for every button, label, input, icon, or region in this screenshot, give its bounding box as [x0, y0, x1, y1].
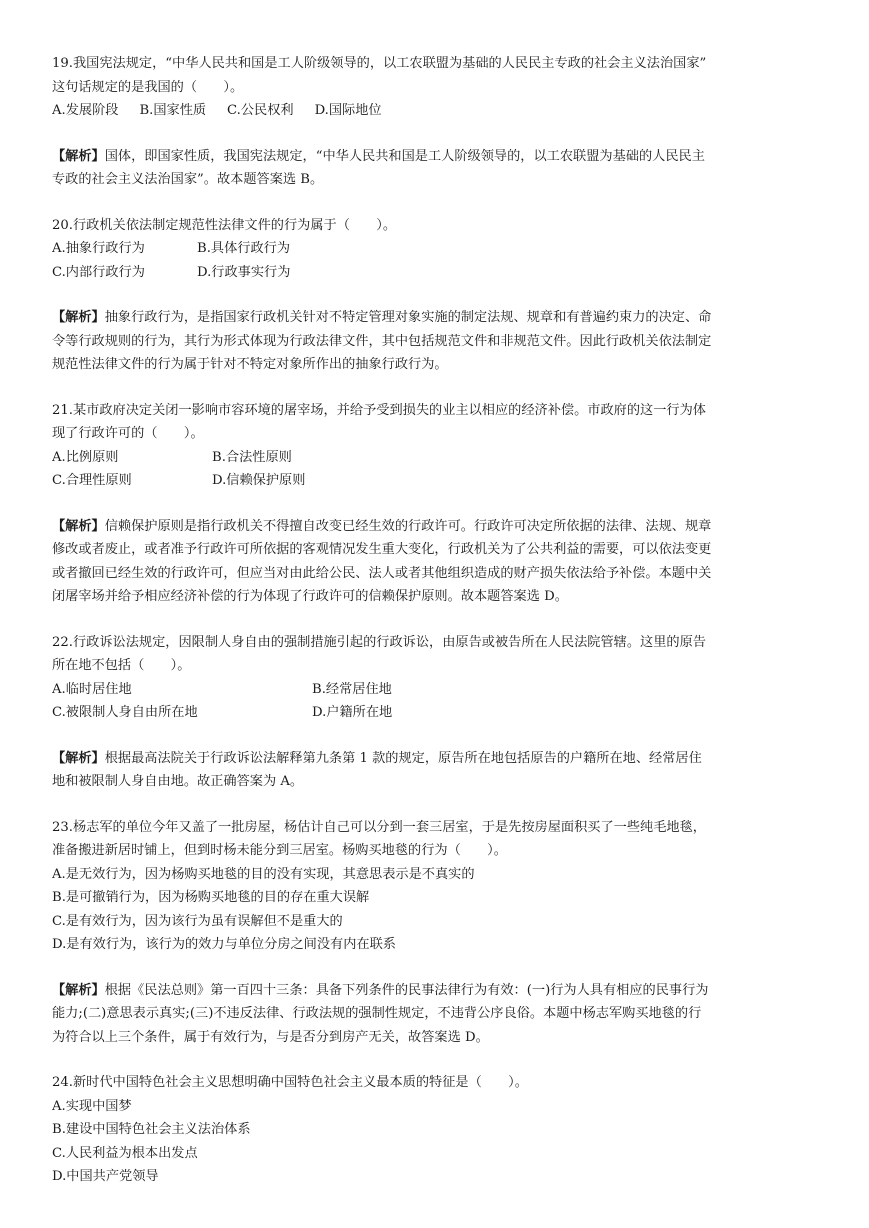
analysis-tag: 【解析】 [52, 148, 105, 164]
analysis-22 [52, 747, 822, 794]
analysis-line: 根据最高法院关于行政诉讼法解释第九条第 1 款的规定，原告所在地包括原告的户籍所在地、经常居住 [104, 750, 702, 766]
option-c: C.内部行政行为 [52, 264, 145, 280]
option-d: D.国际地位 [314, 103, 382, 118]
option-c: C.合理性原则 [52, 473, 132, 488]
question-options [52, 678, 822, 702]
option-a: A.是无效行为，因为杨购买地毯的目的没有实现，其意思表示是不真实的 [52, 866, 475, 882]
question-stem-line: 准备搬进新居时铺上，但到时杨未能分到三居室。杨购买地毯的行为（ ）。 [52, 843, 507, 858]
analysis-tag: 【解析】 [52, 750, 105, 766]
question-22 [52, 631, 822, 725]
question-stem-line: 21.某市政府决定关闭一影响市容环境的屠宰场，并给予受到损失的业主以相应的经济补偿。市政府的这一行为体 [52, 402, 706, 418]
question-stem-line: 这句话规定的是我国的（ ）。 [52, 79, 244, 95]
analysis-21 [52, 515, 822, 609]
question-options [52, 261, 822, 285]
analysis-line: 闭屠宰场并给予相应经济补偿的行为体现了行政许可的信赖保护原则。故本题答案选 D。 [52, 589, 568, 604]
analysis-23 [52, 979, 822, 1050]
question-stem-line: 24.新时代中国特色社会主义思想明确中国特色社会主义最本质的特征是（ ）。 [52, 1075, 528, 1090]
question-stem-line: 19.我国宪法规定，“中华人民共和国是工人阶级领导的，以工农联盟为基础的人民民主专政的社会主义法治国家” [52, 56, 707, 71]
question-stem-line: 现了行政许可的（ ）。 [52, 426, 204, 441]
analysis-line: 为符合以上三个条件，属于有效行为，与是否分到房产无关，故答案选 D。 [52, 1029, 489, 1045]
option-a: A.实现中国梦 [52, 1098, 132, 1114]
question-options [52, 237, 822, 261]
analysis-line: 地和被限制人身自由地。故正确答案为 A。 [52, 774, 304, 789]
question-stem-line: 23.杨志军的单位今年又盖了一批房屋，杨估计自己可以分到一套三居室，于是先按房屋面积买了一些纯毛地毯， [52, 819, 706, 835]
question-options [52, 446, 822, 470]
option-a: A.比例原则 [52, 449, 119, 465]
analysis-line: 抽象行政行为，是指国家行政机关针对不特定管理对象实施的制定法规、规章和有普遍约束力的决定、命 [104, 310, 712, 325]
option-b: B.经常居住地 [312, 681, 392, 697]
document-page [52, 52, 822, 1189]
option-c: C.是有效行为，因为该行为虽有误解但不是重大的 [52, 913, 343, 929]
option-b: B.建设中国特色社会主义法治体系 [52, 1122, 251, 1137]
question-stem-line: 22.行政诉讼法规定，因限制人身自由的强制措施引起的行政诉讼，由原告或被告所在人民法院管辖。这里的原告 [52, 634, 706, 650]
analysis-line: 规范性法律文件的行为属于针对不特定对象所作出的抽象行政行为。 [52, 357, 448, 372]
option-c: C.被限制人身自由所在地 [52, 705, 198, 720]
question-20 [52, 214, 822, 285]
option-d: D.信赖保护原则 [212, 473, 306, 488]
option-b: B.国家性质 [139, 103, 207, 118]
analysis-tag: 【解析】 [52, 982, 105, 998]
analysis-line: 根据《民法总则》第一百四十三条：具备下列条件的民事法律行为有效：(一)行为人具有相应的民事行为 [104, 982, 709, 998]
analysis-line: 或者撤回已经生效的行政许可，但应当对由此给公民、法人或者其他组织造成的财产损失依法给予补偿。本题中关 [52, 565, 712, 581]
analysis-line: 国体，即国家性质，我国宪法规定，“中华人民共和国是工人阶级领导的，以工农联盟为基础的人民民主 [104, 148, 705, 164]
question-24 [52, 1071, 822, 1189]
option-d: D.户籍所在地 [312, 705, 393, 720]
question-23 [52, 816, 822, 957]
option-d: D.是有效行为，该行为的效力与单位分房之间没有内在联系 [52, 937, 396, 952]
option-a: A.临时居住地 [52, 681, 132, 697]
analysis-tag: 【解析】 [52, 310, 105, 325]
question-options [52, 701, 822, 725]
question-21 [52, 399, 822, 493]
analysis-line: 专政的社会主义法治国家”。故本题答案选 B。 [52, 172, 324, 187]
option-c: C.公民权利 [227, 103, 294, 118]
option-a: A.抽象行政行为 [52, 241, 145, 256]
analysis-tag: 【解析】 [52, 518, 105, 534]
analysis-20 [52, 306, 822, 377]
option-d: D.中国共产党领导 [52, 1169, 159, 1184]
question-options [52, 469, 822, 493]
option-d: D.行政事实行为 [197, 264, 291, 280]
analysis-line: 能力;(二)意思表示真实;(三)不违反法律、行政法规的强制性规定，不违背公序良俗。本题中杨志军购买地毯的行 [52, 1006, 702, 1021]
analysis-line: 令等行政规则的行为，其行为形式体现为行政法律文件，其中包括规范文件和非规范文件。因此行政机关依法制定 [52, 333, 712, 349]
analysis-line: 信赖保护原则是指行政机关不得擅自改变已经生效的行政许可。行政许可决定所依据的法律、法规、规章 [104, 518, 712, 534]
question-stem-line: 所在地不包括（ ）。 [52, 658, 191, 673]
option-a: A.发展阶段 [52, 103, 119, 118]
option-c: C.人民利益为根本出发点 [52, 1145, 198, 1161]
question-options [52, 99, 822, 123]
option-b: B.具体行政行为 [197, 241, 291, 256]
analysis-19 [52, 145, 822, 192]
question-stem-line: 20.行政机关依法制定规范性法律文件的行为属于（ ）。 [52, 217, 397, 233]
question-19 [52, 52, 822, 123]
option-b: B.合法性原则 [212, 449, 292, 465]
analysis-line: 修改或者废止，或者准予行政许可所依据的客观情况发生重大变化，行政机关为了公共利益的需要，可以依法变更 [52, 542, 712, 557]
option-b: B.是可撤销行为，因为杨购买地毯的目的存在重大误解 [52, 890, 370, 905]
